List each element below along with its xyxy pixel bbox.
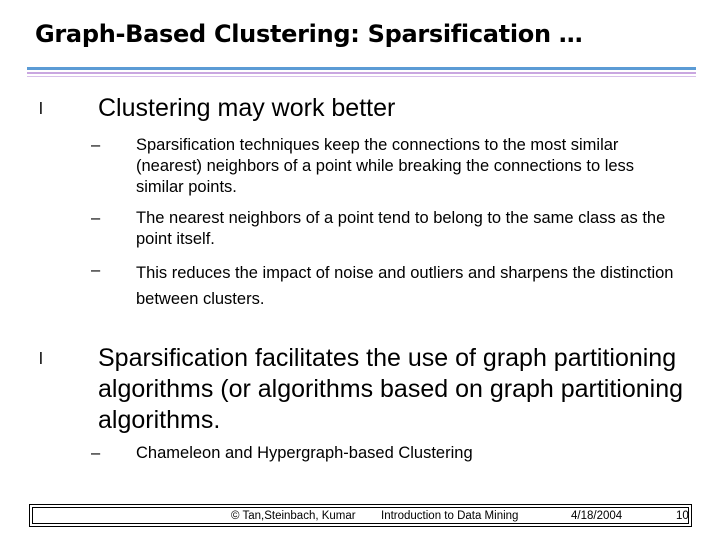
- title-rule-purple: [27, 72, 696, 74]
- sub-bullet-text: Chameleon and Hypergraph-based Clustering: [136, 444, 473, 462]
- bullet-text: Clustering may work better: [98, 94, 396, 122]
- footer-copyright: © Tan,Steinbach, Kumar: [231, 510, 356, 522]
- footer-course: Introduction to Data Mining: [381, 510, 519, 522]
- sub-bullet-dash: –: [91, 136, 101, 154]
- slide-title: Graph-Based Clustering: Sparsification …: [35, 20, 583, 48]
- bullet-text: Sparsification facilitates the use of graph partitioning algorithms (or algorithms based on graph partitioning algorithms.: [98, 344, 684, 434]
- sub-bullet-dash: –: [91, 261, 101, 279]
- sub-bullet-text: The nearest neighbors of a point tend to belong to the same class as the point itself.: [136, 209, 666, 248]
- footer-date: 4/18/2004: [571, 510, 623, 522]
- title-rule-lavender: [27, 76, 696, 77]
- sub-bullet-text: This reduces the impact of noise and outliers and sharpens the distinction between clusters.: [136, 264, 674, 308]
- bullet-marker: l: [39, 349, 43, 368]
- bullet-marker: l: [39, 99, 43, 118]
- sub-bullet-text: Sparsification techniques keep the connections to the most similar (nearest) neighbors of a point while breaking the connections to less similar points.: [136, 136, 635, 196]
- title-rule-blue: [27, 67, 696, 70]
- sub-bullet-dash: –: [91, 444, 101, 462]
- sub-bullet-dash: –: [91, 209, 101, 227]
- footer-page-number: 10: [676, 510, 689, 522]
